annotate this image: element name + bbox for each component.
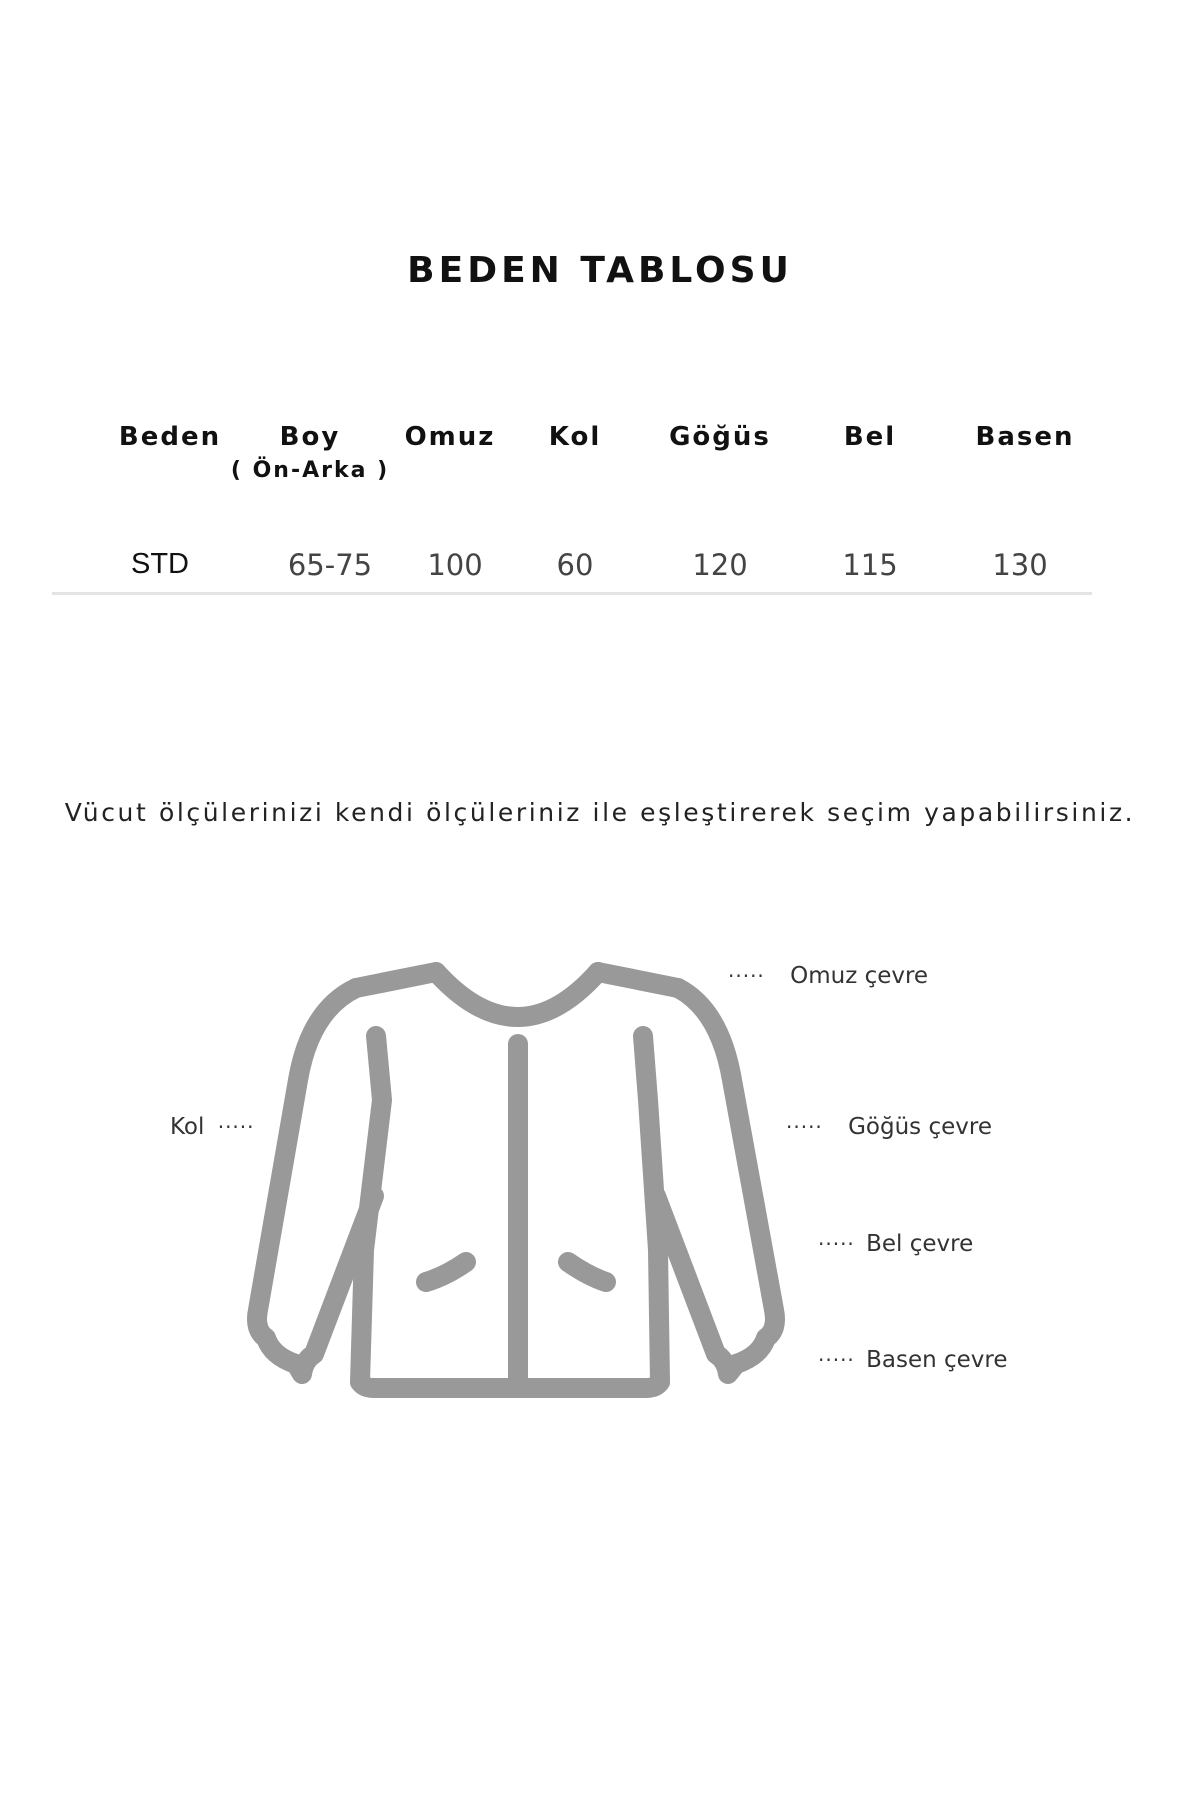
label-bel-text: Bel çevre [866,1231,974,1257]
cell-boy: 65-75 [287,548,373,582]
header-basen: Basen [975,422,1075,452]
header-gogus: Göğüs [669,422,771,452]
cell-basen: 130 [992,548,1048,582]
instruction-note: Vücut ölçülerinizi kendi ölçüleriniz ile eşleştirerek seçim yapabilirsiniz. [64,798,1136,827]
page-title: BEDEN TABLOSU [407,250,793,291]
dots-bel: ····· [818,1232,855,1256]
label-basen-text: Basen çevre [866,1347,1008,1373]
cell-omuz: 100 [427,548,483,582]
label-gogus-text: Göğüs çevre [848,1114,992,1140]
dots-gogus: ····· [786,1115,823,1139]
header-bel: Bel [843,422,897,452]
label-gogus [786,1114,992,1140]
dots-basen: ····· [818,1348,855,1372]
cell-bel: 115 [842,548,898,582]
header-omuz: Omuz [404,422,496,452]
label-bel [818,1231,973,1257]
header-kol: Kol [548,422,602,452]
label-kol [170,1114,255,1140]
dots-omuz: ····· [728,964,765,988]
label-kol-text: Kol [170,1114,205,1140]
label-omuz [728,963,928,989]
cell-gogus: 120 [692,548,748,582]
header-beden: Beden [118,422,222,452]
header-boy: Boy [279,422,341,452]
cell-beden: STD [131,548,189,580]
cell-kol: 60 [556,548,594,582]
header-boy-sub: ( Ön-Arka ) [230,458,390,483]
label-omuz-text: Omuz çevre [790,963,929,989]
dots-kol: ····· [217,1115,255,1139]
label-basen [818,1347,1008,1373]
